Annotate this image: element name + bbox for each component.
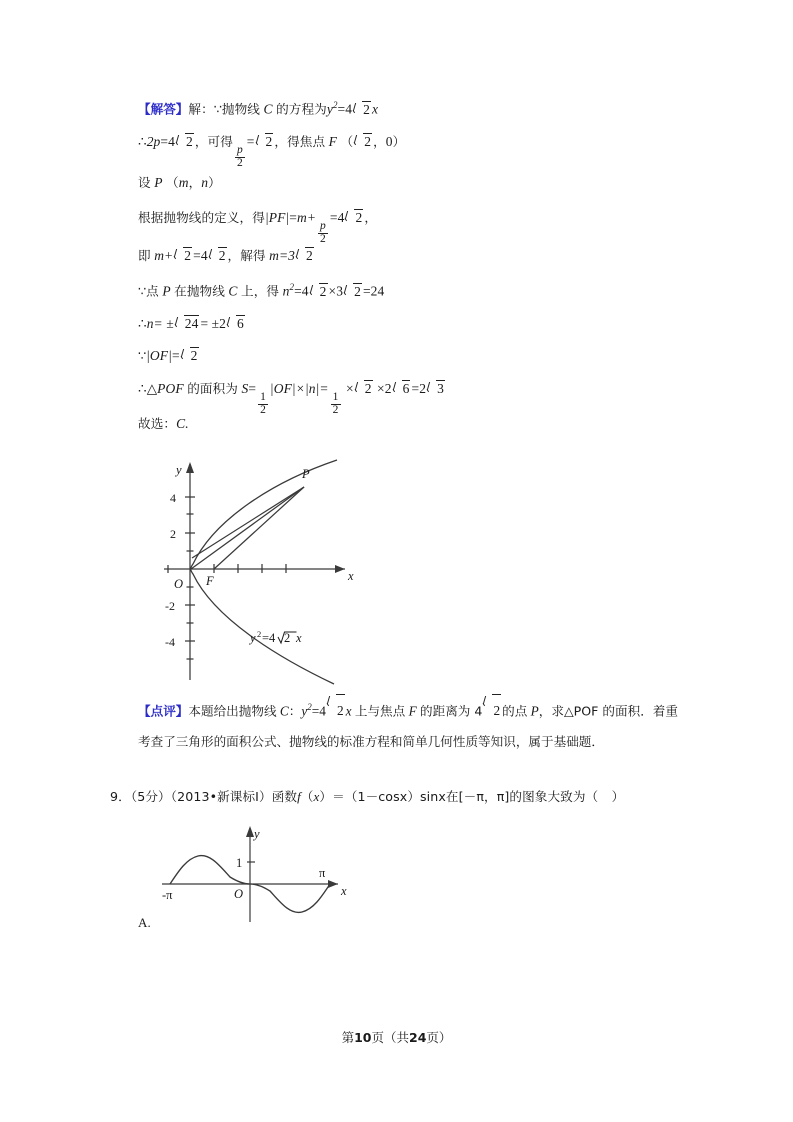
sqrt-symbol: [327, 694, 345, 726]
times-1: ×: [328, 283, 337, 299]
shang-de: 上，得: [241, 283, 280, 299]
solution-line-4: [138, 209, 377, 245]
var-m: m: [178, 175, 189, 190]
function-f: f: [297, 789, 301, 804]
num-4: 4: [168, 134, 175, 149]
curve-c: C: [263, 101, 273, 117]
eq7: =: [294, 283, 302, 299]
var-x: x: [371, 101, 379, 117]
solution-line-5: [138, 247, 315, 265]
fraction-numerator: p: [320, 220, 326, 233]
origin-label: O: [174, 577, 184, 591]
sqrt-radicand: 2: [363, 101, 370, 117]
review-colon: ：: [288, 703, 302, 719]
m-plus: m+: [296, 210, 317, 225]
function-expression: （1－cosx）sinx: [344, 789, 446, 804]
parabola-word: 抛物线: [221, 101, 260, 117]
y-axis-arrow: [186, 462, 194, 473]
fraction-denominator: 2: [320, 232, 326, 245]
eq3: =: [246, 134, 255, 149]
num-2: 2: [384, 381, 392, 396]
rparen-2: ）: [208, 175, 221, 190]
because-3: ∵: [138, 348, 147, 363]
therefore-symbol: ∴: [138, 134, 147, 149]
review-seg-4: 的距离为 4: [420, 703, 483, 719]
sqrt-radicand: 2: [354, 283, 361, 299]
solution-jie: 解：: [188, 101, 214, 117]
footer-suffix: 页）: [426, 1030, 452, 1045]
equals-2root3: =2: [411, 381, 427, 396]
review-seg-5: 的点: [502, 703, 528, 719]
y-tick-label-neg2: -2: [165, 599, 175, 613]
lparen-f: （: [300, 789, 314, 804]
var-n2: n: [282, 283, 290, 299]
sine-right-label: π: [319, 866, 326, 880]
because-2: ∵: [138, 283, 147, 299]
sqrt-radicand: 6: [402, 381, 410, 396]
var-y: y: [326, 101, 333, 117]
sqrt-symbol: [355, 380, 373, 398]
sqrt-symbol: [353, 101, 371, 119]
comma-1: ，: [194, 134, 208, 149]
sqrt-symbol: [483, 694, 501, 726]
triangle-POF: △POF: [146, 381, 184, 396]
eq9: =: [248, 381, 257, 396]
y-tick-label-4: 4: [170, 491, 176, 505]
num-4c: 4: [200, 248, 208, 263]
sqrt-symbol: [296, 247, 314, 265]
var-n: n: [201, 175, 209, 190]
fraction-denominator: 2: [260, 403, 266, 416]
review-F: F: [408, 703, 417, 719]
eq2: =: [160, 134, 169, 149]
term-2p: 2p: [146, 134, 161, 149]
sqrt-radicand: 6: [237, 316, 244, 331]
times-3: ×: [377, 381, 385, 396]
review-P: P: [530, 703, 539, 719]
review-tag: 【点评】: [138, 703, 189, 719]
review-seg-7: 积．着重考查了三角形的面积公式、抛物线的标准方程和简单几何性质等知识，属于基: [138, 703, 678, 750]
review-seg-6: ，求△POF 的面: [538, 703, 628, 719]
footer-mid: 页（共: [371, 1030, 409, 1045]
sqrt-radicand: 2: [184, 248, 192, 263]
sqrt-symbol: [256, 133, 274, 151]
solution-line-2: [138, 133, 405, 169]
y-axis-label: y: [176, 463, 182, 477]
equals-sign: =: [337, 101, 346, 117]
ji-word: 即: [138, 248, 151, 263]
sine-tick-label-1: 1: [236, 856, 243, 870]
question-stem-2: 在[－π，π]的图象大致为（: [445, 789, 599, 804]
comma-3: ，: [373, 134, 386, 149]
review-block: [138, 692, 678, 757]
option-a-label: A.: [138, 915, 151, 930]
segment-PF: |PF|: [264, 210, 290, 225]
page-footer: [0, 1028, 793, 1046]
num-4d: 4: [301, 283, 309, 299]
review-exp: 2: [307, 702, 312, 712]
question-stem-1: 函数: [271, 789, 298, 804]
sqrt-symbol: [175, 315, 200, 333]
eq4: =: [289, 210, 297, 225]
sqrt-symbol: [174, 247, 192, 265]
focus-word: 得焦点: [287, 134, 326, 149]
sqrt-radicand: 24: [184, 316, 199, 331]
pm-2: = ±2: [200, 316, 227, 331]
num-3: 3: [336, 283, 344, 299]
solution-line-9: [138, 380, 446, 416]
area-phrase: 的面积为: [187, 381, 238, 396]
sqrt-symbol: [344, 283, 362, 301]
review-y: y: [301, 703, 308, 719]
solution-line-8: [138, 347, 200, 365]
sqrt-radicand: 2: [364, 381, 372, 396]
sqrt-symbol: [209, 247, 227, 265]
parabola-svg: [152, 452, 382, 692]
rparen-f: ）: [319, 789, 333, 804]
coef-4: 4: [345, 101, 353, 117]
she-word: 设: [138, 175, 151, 190]
solution-line-10-answer: [138, 416, 189, 433]
dian-word: 点: [146, 283, 159, 299]
equation-eq4: =4: [262, 631, 276, 645]
curve-c2: C: [228, 283, 238, 299]
sine-svg: [148, 822, 358, 927]
sqrt-symbol: [427, 380, 445, 398]
parabola-curve: [191, 460, 337, 684]
sqrt-radicand: 2: [306, 248, 313, 263]
solve-phrase: ，解得: [227, 248, 266, 263]
lparen-2: （: [166, 175, 179, 190]
solution-line-3: [138, 175, 221, 192]
x-axis-label: x: [348, 569, 354, 583]
eq6: =: [193, 248, 201, 263]
solution-line-7: [138, 315, 246, 333]
fraction-one-half: [258, 392, 268, 416]
question-number: 9．: [110, 789, 131, 804]
equals-full: ＝: [332, 789, 345, 804]
question-9-stem: [110, 789, 624, 805]
point-P2: P: [162, 283, 171, 299]
equation-x: x: [296, 631, 302, 645]
chord-FP: [214, 487, 304, 569]
review-seg-8: 础题．: [566, 734, 604, 750]
eq8: =: [171, 348, 180, 363]
sqrt-radicand: 2: [319, 283, 327, 299]
of-times-n: |OF|×|n|=: [269, 381, 329, 396]
sine-x-label: x: [341, 884, 347, 898]
solution-tag: 【解答】: [138, 101, 189, 117]
lparen-1: （: [340, 134, 354, 149]
sqrt-radicand: 2: [364, 134, 372, 149]
n-equals-pm: n= ±: [146, 316, 174, 331]
equation-exp: 2: [257, 629, 262, 639]
guxuan-label: 故选：: [138, 416, 177, 431]
m-plus-2: m+: [154, 248, 174, 263]
therefore-3: ∴: [138, 381, 147, 396]
rparen-1: ）: [392, 134, 406, 149]
num-0: 0: [385, 134, 393, 149]
comma-5: ，: [364, 210, 378, 225]
review-curve-c: C: [279, 703, 289, 719]
review-eq4: =4: [311, 703, 326, 719]
sqrt-symbol: [227, 315, 245, 333]
y-tick-label-neg4: -4: [165, 635, 175, 649]
exponent-2b: 2: [289, 282, 295, 292]
chord-directrix-P: [192, 487, 304, 558]
kede-word: 可得: [207, 134, 233, 149]
footer-prefix: 第: [341, 1030, 355, 1045]
therefore-2: ∴: [138, 316, 147, 331]
fraction-denominator: 2: [332, 403, 339, 416]
comma-2: ，: [274, 134, 288, 149]
fraction-p-over-2: [235, 145, 245, 169]
fraction-numerator: 1: [260, 391, 266, 404]
times-2: ×: [345, 381, 354, 396]
sqrt-symbol: [393, 380, 411, 398]
sqrt-symbol: [310, 283, 328, 301]
m-equals-3: m=3: [269, 248, 296, 263]
x-axis-arrow: [335, 565, 345, 573]
sqrt-radicand: 2: [190, 348, 198, 363]
review-x: x: [345, 703, 352, 719]
footer-page-number: 10: [354, 1030, 372, 1045]
sqrt-symbol: [345, 209, 363, 227]
review-seg-1: 本题给出抛物线: [188, 703, 277, 719]
fraction-one-half-2: [331, 392, 341, 416]
fraction-numerator: 1: [332, 391, 339, 404]
sine-y-arrow: [246, 826, 254, 837]
sqrt-symbol: [176, 133, 194, 151]
solution-line-6: [138, 282, 384, 300]
sqrt-radicand: 2: [185, 134, 193, 149]
equation-label-group: [248, 629, 302, 645]
question-points: （5分）: [130, 789, 171, 804]
segment-OF: |OF|: [146, 348, 172, 363]
sqrt-symbol: [354, 133, 372, 151]
sqrt-radicand: 2: [265, 134, 273, 149]
sqrt-radicand: 2: [218, 248, 226, 263]
sqrt-radicand: 2: [336, 694, 345, 726]
fraction-numerator: p: [236, 144, 243, 157]
footer-total-pages: 24: [409, 1030, 427, 1045]
question-stem-3: ）: [611, 789, 625, 804]
sine-figure: [148, 822, 358, 927]
point-F: F: [328, 134, 338, 149]
sqrt-radicand: 2: [355, 210, 363, 225]
sqrt-radicand: 3: [437, 381, 444, 396]
area-S: S: [241, 381, 249, 396]
exponent-2: 2: [332, 100, 338, 110]
equation-y: y: [250, 631, 256, 645]
definition-phrase: 根据抛物线的定义，得: [138, 210, 265, 225]
function-arg-x: x: [313, 789, 320, 804]
chord-OP: [191, 487, 304, 569]
y-tick-label-2: 2: [170, 527, 176, 541]
equation-radicand: 2: [284, 631, 291, 645]
review-seg-3: 上与焦点: [354, 703, 406, 719]
num-4b: 4: [337, 210, 345, 225]
sine-y-label: y: [254, 827, 260, 841]
point-f-label: F: [206, 574, 214, 588]
comma-4: ，: [188, 175, 202, 190]
question-source: （2013•新课标Ⅰ）: [170, 789, 272, 804]
fraction-p-over-2: [318, 221, 328, 245]
point-p-label: P: [302, 467, 310, 481]
equals-24: =24: [362, 283, 385, 299]
equation-of: 的方程为: [276, 101, 327, 117]
solution-line-1: [138, 100, 378, 118]
answer-choice: C.: [176, 416, 189, 431]
eq5: =: [329, 210, 338, 225]
fraction-denominator: 2: [236, 156, 243, 169]
sine-left-label: -π: [162, 888, 173, 902]
on-parabola: 在抛物线: [174, 283, 225, 299]
sqrt-radicand: 2: [492, 694, 501, 726]
sine-origin-label: O: [234, 887, 244, 901]
because-symbol: ∵: [213, 101, 222, 117]
parabola-figure: [152, 452, 382, 692]
sqrt-symbol: [181, 347, 199, 365]
point-P: P: [154, 175, 163, 190]
